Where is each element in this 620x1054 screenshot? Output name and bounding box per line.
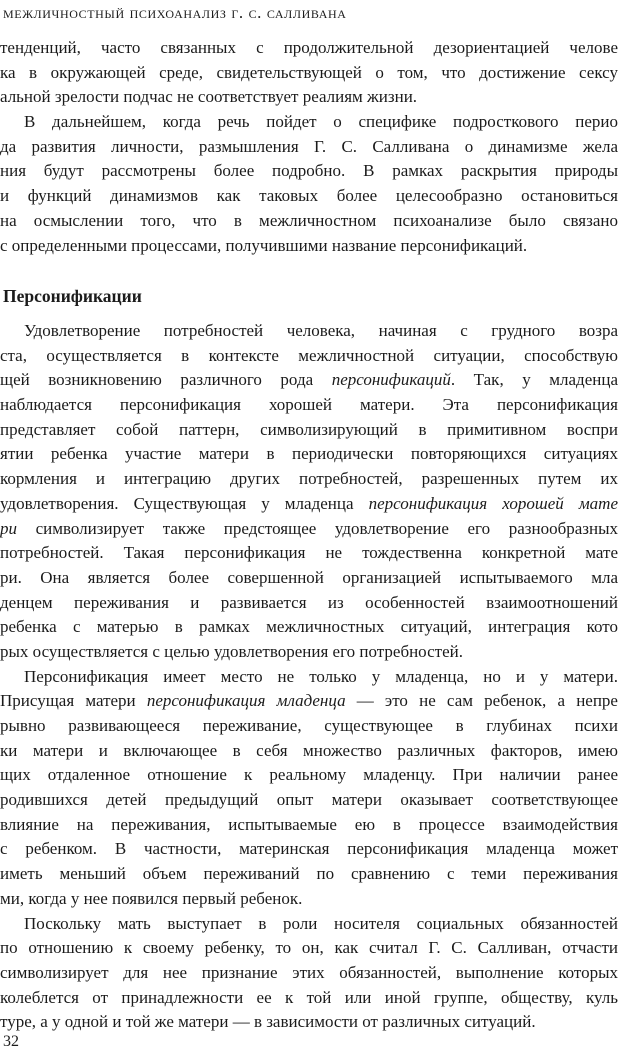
text-run: да развития личности, размышления Г. С. Салливана о динамизме жела xyxy=(0,136,618,156)
text-line xyxy=(0,912,618,937)
text-run: влияние на переживания, испытываемые ею в процессе взаимодействия xyxy=(0,814,618,834)
text-run: Присущая матери xyxy=(0,691,147,711)
running-head: межличностный психоанализ г. с. салливана xyxy=(3,3,347,22)
text-run: удовлетворения. Существующая у младенца xyxy=(0,493,369,513)
text-run: и функций динамизмов как таковых более целесообразно остановиться xyxy=(0,186,618,206)
text-line xyxy=(0,209,618,234)
text-run: В дальнейшем, когда речь пойдет о специфике подросткового перио xyxy=(24,112,618,132)
text-line xyxy=(0,110,618,135)
text-line xyxy=(0,640,618,665)
text-run: ния будут рассмотрены более подробно. В рамках раскрытия природы xyxy=(0,161,618,181)
text-line xyxy=(0,739,618,764)
italic-term: ри xyxy=(0,518,17,538)
section-heading: Персонификации xyxy=(3,286,142,306)
text-run: ребенка с матерью в рамках межличностных ситуаций, интеграция кото xyxy=(0,617,618,637)
text-line xyxy=(0,159,618,184)
text-run: ка в окружающей среде, свидетельствующей о том, что достижение сексу xyxy=(0,62,618,82)
italic-term: персонификация хорошей мате xyxy=(368,493,618,513)
text-run: символизирует для нее признание этих обязанностей, выполнение которых xyxy=(0,962,618,982)
text-line xyxy=(0,541,618,566)
paragraph xyxy=(0,665,618,912)
text-run: колеблется от принадлежности ее к той или иной группе, обществу, куль xyxy=(0,987,618,1007)
page-number: 32 xyxy=(3,1033,19,1050)
text-run: иметь меньший объем переживаний по сравнению с теми переживания xyxy=(0,864,618,884)
text-line xyxy=(0,936,618,961)
text-run: потребностей. Такая персонификация не тождественна конкретной мате xyxy=(0,543,618,563)
text-line xyxy=(0,517,618,542)
text-run: — это не сам ребенок, а непре xyxy=(345,691,618,711)
text-line xyxy=(0,418,618,443)
text-run: ки матери и включающее в себя множество различных факторов, имею xyxy=(0,740,618,760)
text-line xyxy=(0,467,618,492)
text-run: ста, осуществляется в контексте межличностной ситуации, способствую xyxy=(0,345,618,365)
text-line xyxy=(0,234,618,259)
paragraph xyxy=(0,912,618,1035)
text-line xyxy=(0,135,618,160)
text-run: Персонификация имеет место не только у младенца, но и у матери. xyxy=(24,666,618,686)
text-run: представляет собой паттерн, символизирующий в примитивном воспри xyxy=(0,419,618,439)
text-line xyxy=(0,788,618,813)
text-run: . Так, у младенца xyxy=(450,370,618,390)
text-line xyxy=(0,862,618,887)
text-line xyxy=(0,961,618,986)
paragraph xyxy=(0,319,618,665)
text-line xyxy=(0,986,618,1011)
intro-text xyxy=(0,36,618,258)
paragraph xyxy=(0,110,618,258)
paragraph xyxy=(0,36,618,110)
text-run: с ребенком. В частности, материнская персонификация младенца может xyxy=(0,839,618,859)
text-line xyxy=(0,615,618,640)
text-line xyxy=(0,714,618,739)
text-line xyxy=(0,344,618,369)
text-line xyxy=(0,887,618,912)
text-line xyxy=(0,368,618,393)
text-line xyxy=(0,689,618,714)
text-run: кормления и интеграцию других потребностей, разрешенных путем их xyxy=(0,469,618,489)
text-run: рывно развивающееся переживание, существующее в глубинах психи xyxy=(0,716,618,735)
text-run: с определенными процессами, получившими название персонификаций. xyxy=(0,235,528,255)
text-run: рых осуществляется с целью удовлетворения его потребностей. xyxy=(0,641,463,661)
text-run: тенденций, часто связанных с продолжительной дезориентацией челове xyxy=(0,38,618,57)
section-text xyxy=(0,319,618,1035)
text-run: по отношению к своему ребенку, то он, как считал Г. С. Салливан, отчасти xyxy=(0,938,618,958)
text-run: ятии ребенка участие матери в периодически повторяющихся ситуациях xyxy=(0,444,618,464)
text-line xyxy=(0,566,618,591)
text-run: туре, а у одной и той же матери — в зависимости от различных ситуаций. xyxy=(0,1012,536,1032)
text-line xyxy=(0,591,618,616)
text-line xyxy=(0,492,618,517)
text-run: ри. Она является более совершенной организацией испытываемого мла xyxy=(0,567,618,587)
text-line xyxy=(0,813,618,838)
text-line xyxy=(0,442,618,467)
text-run: щих отдаленное отношение к реальному младенцу. При наличии ранее xyxy=(0,765,618,785)
text-run: на осмыслении того, что в межличностном психоанализе было связано xyxy=(0,210,618,230)
text-run: Поскольку мать выступает в роли носителя социальных обязанностей xyxy=(24,913,618,933)
text-line xyxy=(0,837,618,862)
text-line xyxy=(0,36,618,61)
text-run: Удовлетворение потребностей человека, начиная с грудного возра xyxy=(24,321,618,340)
text-line xyxy=(0,665,618,690)
text-run: родившихся детей предыдущий опыт матери оказывает соответствующее xyxy=(0,790,618,810)
italic-term: персонификаций xyxy=(331,370,451,390)
text-run: ми, когда у нее появился первый ребенок. xyxy=(0,888,303,908)
text-run: символизирует также предстоящее удовлетворение его разнообразных xyxy=(17,518,618,538)
text-line xyxy=(0,1010,618,1035)
text-run: денцем переживания и развивается из особенностей взаимоотношений xyxy=(0,592,618,612)
text-run: альной зрелости подчас не соответствует реалиям жизни. xyxy=(0,87,418,107)
text-line xyxy=(0,184,618,209)
italic-term: персонификация младенца xyxy=(146,691,346,711)
text-line xyxy=(0,61,618,86)
text-run: наблюдается персонификация хорошей матери. Эта персонификация xyxy=(0,395,618,415)
text-run: щей возникновению различного рода xyxy=(0,370,332,390)
text-line xyxy=(0,85,618,110)
text-line xyxy=(0,763,618,788)
text-line xyxy=(0,393,618,418)
text-line xyxy=(0,319,618,344)
